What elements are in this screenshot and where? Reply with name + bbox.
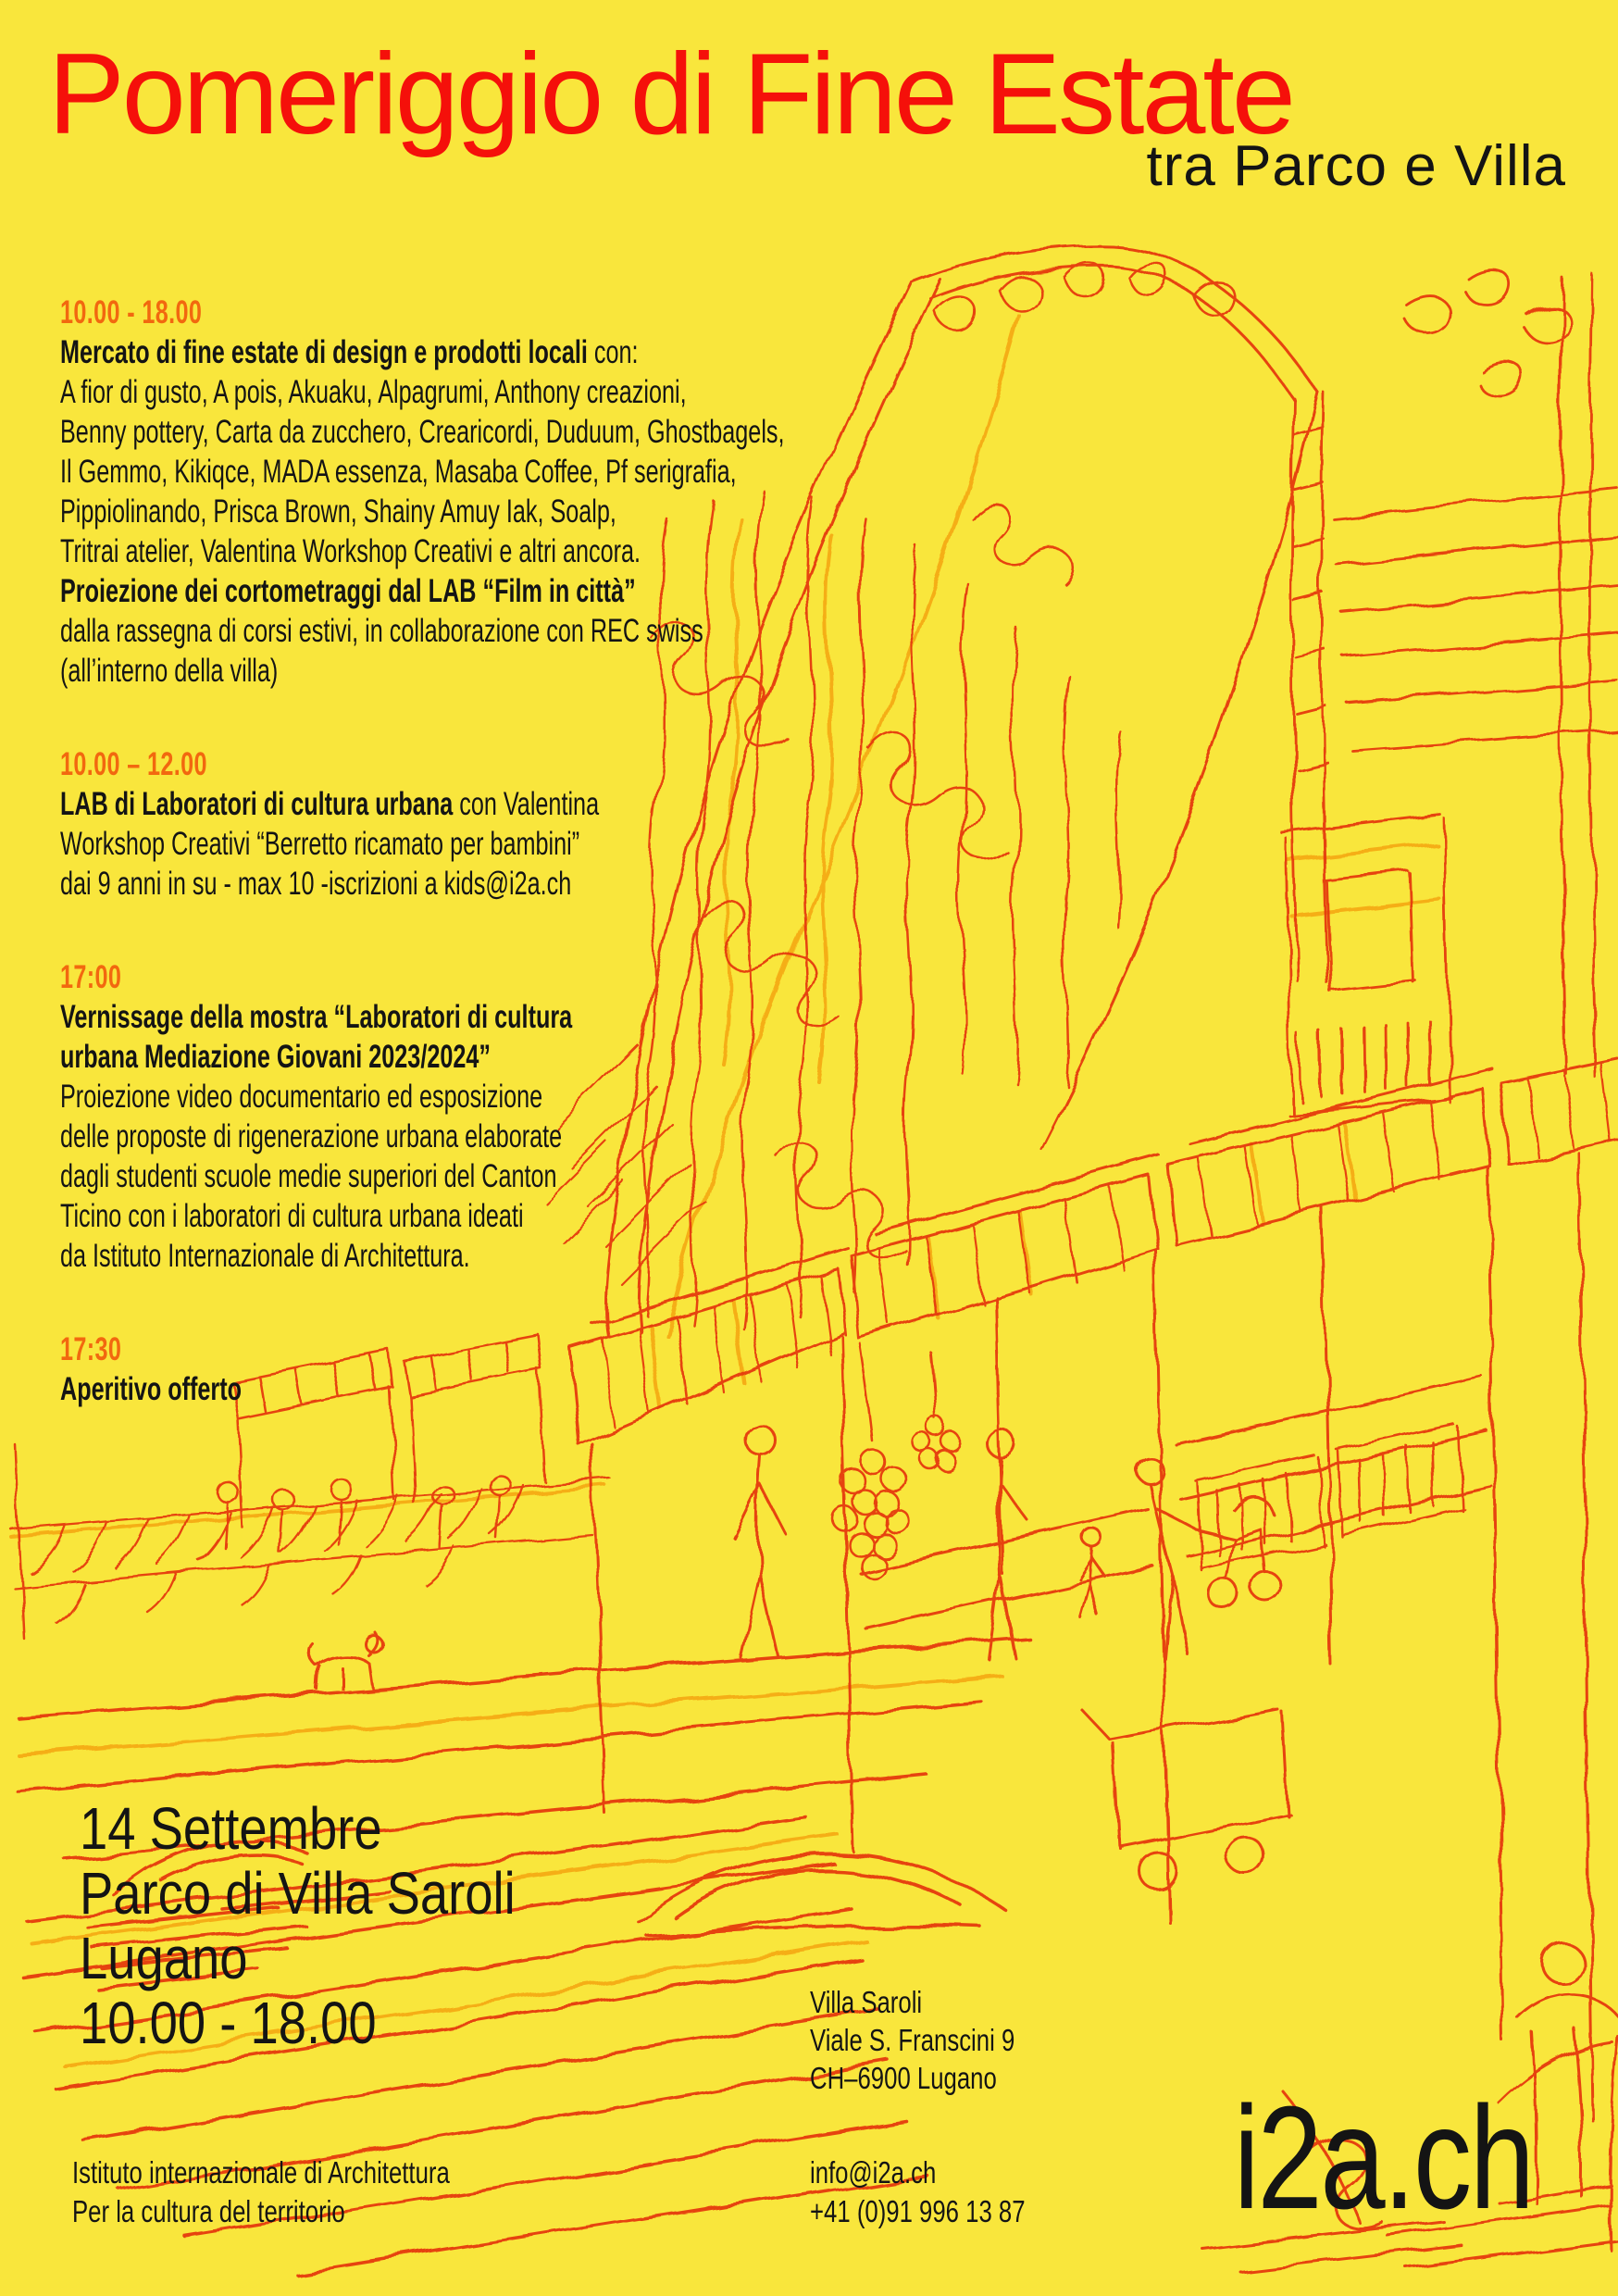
schedule-line: Proiezione dei cortometraggi dal LAB “Film in città” (60, 573, 636, 609)
section-time: 17:30 (60, 1331, 122, 1367)
event-place: Parco di Villa Saroli (80, 1860, 516, 1927)
event-city: Lugano (80, 1925, 248, 1991)
schedule-line: Il Gemmo, Kikiqce, MADA essenza, Masaba Coffee, Pf serigrafia, (60, 454, 737, 490)
organizer-name: Istituto internazionale di Architettura (72, 2155, 450, 2190)
contact-email: info@i2a.ch (810, 2155, 937, 2190)
leaf-garlands (11, 1479, 611, 1622)
contact-phone: +41 (0)91 996 13 87 (810, 2194, 1026, 2228)
schedule-line: delle proposte di rigenerazione urbana elaborate (60, 1118, 563, 1154)
section-time: 17:00 (60, 959, 122, 995)
i2a-logo: i2a.ch (1234, 2077, 1533, 2240)
venue-street: Viale S. Franscini 9 (810, 2023, 1015, 2057)
schedule-line: Ticino con i laboratori di cultura urbana ideati (60, 1198, 524, 1234)
poster-title: Pomeriggio di Fine Estate (48, 31, 1293, 158)
schedule-line: Benny pottery, Carta da zucchero, Crearicordi, Duduum, Ghostbagels, (60, 414, 785, 450)
schedule-section (60, 293, 827, 691)
schedule-line: Vernissage della mostra “Laboratori di cultura (60, 999, 573, 1035)
section-time: 10.00 – 12.00 (60, 746, 207, 782)
schedule-line: (all’interno della villa) (60, 653, 279, 689)
schedule-section (60, 744, 827, 904)
crowd-figures (218, 1475, 510, 1554)
schedule-section (60, 1329, 827, 1409)
villa-structures (1282, 269, 1618, 1115)
event-hours: 10.00 - 18.00 (80, 1990, 377, 2056)
schedule-line: A fior di gusto, A pois, Akuaku, Alpagrumi, Anthony creazioni, (60, 374, 687, 410)
schedule-line: LAB di Laboratori di cultura urbana con Valentina (60, 786, 600, 822)
venue-city: CH–6900 Lugano (810, 2061, 997, 2095)
schedule-line: dagli studenti scuole medie superiori del Canton (60, 1158, 557, 1194)
organizer (72, 2153, 450, 2231)
schedule-line: Workshop Creativi “Berretto ricamato per bambini” (60, 826, 580, 862)
schedule-section (60, 957, 827, 1276)
stall-crates (1196, 1424, 1462, 1570)
poster-subtitle: tra Parco e Villa (1146, 134, 1566, 198)
venue-address (810, 1983, 1014, 2097)
contact-info (810, 2153, 1026, 2231)
schedule-line: dai 9 anni in su - max 10 -iscrizioni a kids@i2a.ch (60, 866, 572, 902)
schedule-line: Aperitivo offerto (60, 1371, 243, 1407)
venue-name: Villa Saroli (810, 1985, 923, 2019)
schedule-line: Tritrai atelier, Valentina Workshop Creativi e altri ancora. (60, 533, 641, 569)
schedule-line: Pippiolinando, Prisca Brown, Shainy Amuy Iak, Soalp, (60, 493, 616, 530)
organizer-tagline: Per la cultura del territorio (72, 2194, 345, 2228)
schedule-line: Mercato di fine estate di design e prodotti locali con: (60, 334, 639, 370)
schedule-line: dalla rassegna di corsi estivi, in collaborazione con REC swiss (60, 613, 703, 649)
section-time: 10.00 - 18.00 (60, 294, 203, 331)
hanging-produce (832, 1344, 959, 1578)
schedule-line: urbana Mediazione Giovani 2023/2024” (60, 1039, 491, 1075)
event-details (80, 1796, 516, 2055)
schedule (60, 293, 827, 1463)
event-date: 14 Settembre (80, 1795, 382, 1862)
schedule-line: Proiezione video documentario ed esposizione (60, 1079, 543, 1115)
schedule-line: da Istituto Internazionale di Architettura. (60, 1238, 470, 1274)
